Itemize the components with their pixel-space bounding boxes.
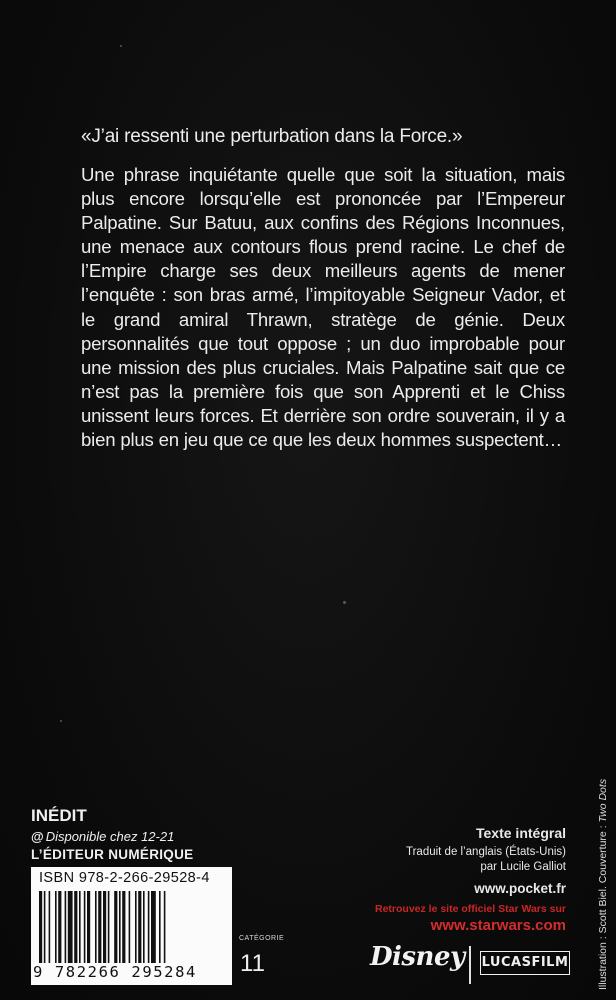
- starwars-website-link[interactable]: www.starwars.com: [430, 917, 566, 934]
- dust-speck: [343, 601, 346, 604]
- barcode-bar: [151, 891, 156, 963]
- barcode-bar: [138, 891, 141, 963]
- dust-speck: [60, 720, 62, 722]
- barcode-bar: [103, 891, 106, 963]
- barcode-digits: 9 782266 295284: [33, 963, 197, 981]
- full-text-label: Texte intégral: [476, 825, 566, 841]
- logo-divider: [469, 946, 471, 984]
- dust-speck: [120, 45, 122, 47]
- barcode-bar: [164, 891, 166, 963]
- isbn-barcode-box: [31, 867, 232, 985]
- edition-info: [336, 825, 566, 896]
- barcode-bar: [122, 891, 125, 963]
- cover-credits: [597, 779, 609, 990]
- barcode-bar: [135, 891, 137, 963]
- opening-quote: «J’ai ressenti une perturbation dans la Force.»: [81, 126, 463, 147]
- barcode-bar: [39, 891, 42, 963]
- illustration-label: Illustration :: [597, 933, 609, 990]
- barcode-icon: [39, 891, 225, 963]
- barcode-bar: [79, 891, 81, 963]
- barcode-bar: [108, 891, 110, 963]
- barcode-bar: [114, 891, 117, 963]
- barcode-bar: [98, 891, 101, 963]
- category-label: CATÉGORIE: [239, 935, 285, 942]
- disney-logo: Disney: [370, 942, 465, 972]
- category-number: 11: [240, 950, 265, 977]
- barcode-bar: [49, 891, 51, 963]
- barcode-bar: [55, 891, 57, 963]
- cover-label: . Couverture :: [597, 822, 609, 890]
- barcode-bar: [143, 891, 145, 963]
- barcode-bar: [65, 891, 67, 963]
- inedit-badge: INÉDIT: [31, 806, 87, 825]
- official-site-prompt: Retrouvez le site officiel Star Wars sur: [374, 903, 566, 915]
- at-icon: @: [31, 829, 44, 844]
- translation-line: Traduit de l’anglais (États-Unis): [406, 846, 566, 858]
- translator-line: par Lucile Galliot: [480, 861, 566, 873]
- digital-availability: [31, 829, 174, 844]
- barcode-bar: [87, 891, 90, 963]
- barcode-bar: [74, 891, 77, 963]
- illustrator-name: Scott Biel: [597, 889, 609, 934]
- availability-text: Disponible chez 12-21: [45, 829, 175, 844]
- barcode-bar: [84, 891, 86, 963]
- barcode-bar: [159, 891, 161, 963]
- barcode-bar: [95, 891, 97, 963]
- barcode-bar: [58, 891, 61, 963]
- cover-designer: Two Dots: [597, 778, 609, 823]
- isbn-number: ISBN 978-2-266-29528-4: [39, 870, 210, 886]
- barcode-bar: [44, 891, 46, 963]
- synopsis-text: Une phrase inquiétante quelle que soit la situation, mais plus encore lorsqu’elle est prononcée par l’Empereur Palpatine. Sur Batuu, aux confins des Régions Inconnues, une menace aux contours flous prend racine. Le chef de l’Empire charge ses deux meilleurs agents de mener l’enquête : son bras armé, l’impitoyable Seigneur Vador, et le grand amiral Thrawn, stratège de génie. Deux personnalités que tout oppose ; un duo improbable pour une mission des plus cruciales. Mais Palpatine sait que ce n’est pas la première fois que son Apprenti et le Chiss unissent leurs forces. Et derrière son ordre souverain, il y a bien plus en jeu que ce que les deux hommes suspectent…: [81, 164, 565, 451]
- digital-publisher: L’ÉDITEUR NUMÉRIQUE: [31, 847, 194, 862]
- barcode-bar: [68, 891, 73, 963]
- lucasfilm-logo: LUCASFILM: [480, 951, 570, 975]
- barcode-bar: [129, 891, 131, 963]
- barcode-bar: [119, 891, 121, 963]
- synopsis: [81, 163, 565, 452]
- publisher-website-link[interactable]: www.pocket.fr: [474, 881, 566, 896]
- translation-credit: [336, 845, 566, 875]
- barcode-bar: [148, 891, 150, 963]
